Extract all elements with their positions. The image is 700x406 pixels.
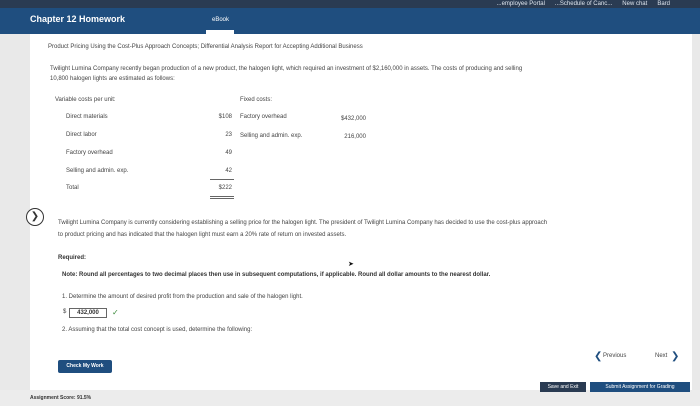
fixed-cost-label: Factory overhead: [240, 114, 287, 120]
assignment-score: Assignment Score: 91.5%: [30, 395, 92, 401]
fixed-cost-label: Selling and admin. exp.: [240, 133, 303, 139]
required-label: Required:: [58, 255, 87, 261]
checkmark-icon: ✓: [112, 308, 119, 317]
variable-cost-label: Direct labor: [66, 132, 97, 138]
chevron-left-icon[interactable]: ❮: [594, 351, 603, 362]
browser-tab[interactable]: ...Schedule of Canc...: [554, 1, 613, 7]
rounding-note: Note: Round all percentages to two decimal places then use in subsequent computations, if applicable. Round all dollar amounts to the nearest dollar.: [62, 272, 491, 278]
chevron-right-icon[interactable]: ❯: [671, 351, 680, 362]
variable-cost-value: 49: [225, 150, 232, 156]
fixed-cost-value: 216,000: [344, 134, 366, 140]
assignment-title: Chapter 12 Homework: [30, 14, 126, 24]
fixed-cost-value: $432,000: [340, 116, 366, 122]
mouse-cursor-icon: ➤: [348, 261, 354, 268]
currency-symbol: $: [63, 309, 67, 315]
save-and-exit-button[interactable]: Save and Exit: [540, 382, 586, 392]
variable-cost-label: Selling and admin. exp.: [66, 168, 129, 174]
subtotal-line: [210, 179, 234, 180]
variable-cost-value: 23: [225, 132, 232, 138]
problem-intro-line-1: Twilight Lumina Company recently began production of a new product, the halogen light, which required an investment of $2,160,000 in assets. The costs of producing and selling: [50, 66, 523, 72]
total-label: Total: [66, 185, 79, 191]
question-2-text: 2. Assuming that the total cost concept is used, determine the following:: [62, 327, 253, 333]
problem-heading: Product Pricing Using the Cost-Plus Approach Concepts; Differential Analysis Report for Accepting Additional Business: [48, 44, 363, 50]
check-my-work-button[interactable]: Check My Work: [58, 360, 112, 373]
variable-cost-value: 42: [225, 168, 232, 174]
browser-top-bar: [0, 0, 700, 8]
total-value: $222: [218, 185, 232, 191]
assignment-header: [0, 8, 700, 34]
previous-button[interactable]: Previous: [603, 353, 627, 359]
collapse-panel-button[interactable]: ❯: [26, 208, 44, 226]
next-button[interactable]: Next: [655, 353, 668, 359]
total-double-line: [210, 196, 234, 197]
variable-cost-label: Factory overhead: [66, 150, 113, 156]
total-double-line: [210, 198, 234, 199]
fixed-costs-header: Fixed costs:: [240, 97, 273, 103]
scenario-line-1: Twilight Lumina Company is currently considering establishing a selling price for the halogen light. The president of Twilight Lumina Company has decided to use the cost-plus approach: [58, 220, 548, 226]
submit-assignment-button[interactable]: Submit Assignment for Grading: [590, 382, 690, 392]
browser-tab[interactable]: Bard: [657, 1, 670, 7]
footer-strip: [0, 390, 700, 406]
variable-cost-value: $108: [218, 114, 232, 120]
scenario-line-2: to product pricing and has indicated that the halogen light must earn a 20% rate of return on invested assets.: [58, 232, 347, 238]
problem-intro-line-2: 10,800 halogen lights are estimated as follows:: [50, 76, 175, 82]
ebook-tab[interactable]: eBook: [212, 17, 230, 23]
question-1-answer-input[interactable]: 432,000: [69, 308, 107, 318]
variable-cost-label: Direct materials: [66, 114, 108, 120]
variable-costs-header: Variable costs per unit:: [55, 97, 116, 103]
browser-tab[interactable]: ...employee Portal: [496, 1, 545, 7]
question-1-text: 1. Determine the amount of desired profit from the production and sale of the halogen light.: [62, 294, 303, 300]
browser-tab[interactable]: New chat: [622, 1, 648, 7]
browser-tabs: [497, 0, 670, 8]
